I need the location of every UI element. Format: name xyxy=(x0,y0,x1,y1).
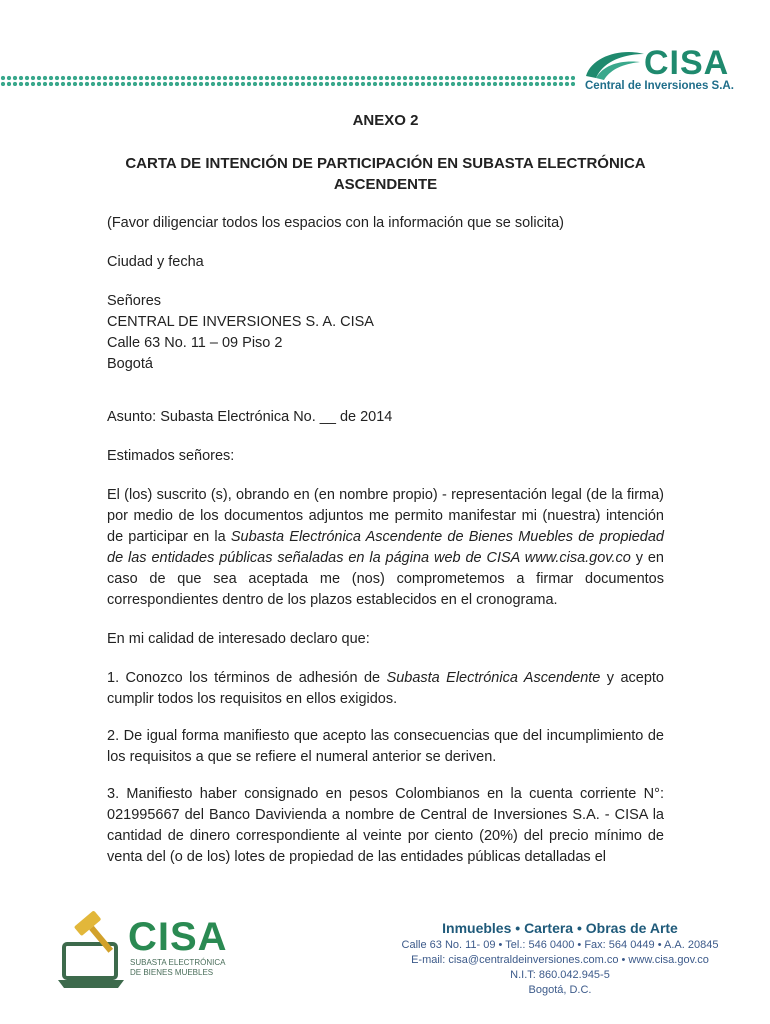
header-brand: CISA xyxy=(644,44,730,82)
letter-title-line2: ASCENDENTE xyxy=(333,176,438,193)
intent-text-a: El (los) suscrito (s), obrando en (en nombre propio) - representación legal (de la firma) por medio de los documentos adjuntos me permito manifestar mi (nuestra) intención de participar en la xyxy=(107,487,664,545)
gavel-laptop-icon xyxy=(58,910,130,992)
letter-title-line1: CARTA DE INTENCIÓN DE PARTICIPACIÓN EN SUBASTA ELECTRÓNICA xyxy=(125,155,646,172)
footer-contact-block xyxy=(380,918,740,998)
declaration-item-1 xyxy=(107,668,664,710)
addressee-block xyxy=(107,291,664,375)
footer-sub-line1: SUBASTA ELECTRÓNICA xyxy=(130,958,226,967)
addressee-salutation: Señores xyxy=(107,293,162,309)
item1-text-b: y acepto cumplir todos los requisitos en ellos exigidos. xyxy=(107,670,664,707)
footer-logo-subtitle xyxy=(130,958,250,978)
letter-title xyxy=(107,153,664,195)
subject-line: Asunto: Subasta Electrónica No. __ de 2014 xyxy=(107,409,393,425)
footer-email: E-mail: cisa@centraldeinversiones.com.co • www.cisa.gov.co xyxy=(411,954,709,966)
declaration-intro: En mi calidad de interesado declaro que: xyxy=(107,631,370,647)
intent-paragraph xyxy=(107,485,664,611)
intent-text-b: y en caso de que sea aceptada me (nos) comprometemos a firmar documentos correspondientes dentro de los plazos establecidos en el cronograma. xyxy=(107,550,665,608)
intent-text-emphasis: Subasta Electrónica Ascendente de Bienes Muebles de propiedad de las entidades públicas señaladas en la página web de CISA www.cisa.gov.co xyxy=(107,529,664,566)
footer-nit: N.I.T: 860.042.945-5 xyxy=(510,969,610,981)
addressee-city: Bogotá xyxy=(107,356,153,372)
cisa-auction-logo xyxy=(58,908,248,1003)
footer-city: Bogotá, D.C. xyxy=(528,984,592,996)
footer-address: Calle 63 No. 11- 09 • Tel.: 546 0400 • Fax: 564 0449 • A.A. 20845 xyxy=(401,939,719,951)
declaration-item-2: 2. De igual forma manifiesto que acepto las consecuencias que del incumplimiento de los requisitos a que se refiere el numeral anterior se deriven. xyxy=(107,728,664,765)
footer-services: Inmuebles • Cartera • Obras de Arte xyxy=(442,920,678,936)
cisa-header-logo xyxy=(582,44,762,94)
footer-brand: CISA xyxy=(128,915,228,959)
footer-sub-line2: DE BIENES MUEBLES xyxy=(130,968,214,977)
header-tagline: Central de Inversiones S.A. xyxy=(585,80,734,92)
item1-text-a: 1. Conozco los términos de adhesión de xyxy=(107,670,387,686)
letter-body xyxy=(107,110,664,868)
greeting-text: Estimados señores: xyxy=(107,448,235,464)
city-date-field: Ciudad y fecha xyxy=(107,254,204,270)
header-dotted-band xyxy=(0,75,575,86)
item1-text-emphasis: Subasta Electrónica Ascendente xyxy=(386,670,601,686)
swoosh-icon xyxy=(582,48,646,84)
declaration-item-3: 3. Manifiesto haber consignado en pesos Colombianos en la cuenta corriente N°: 021995667 del Banco Davivienda a nombre de Central de Inversiones S.A. - CISA la cantidad de dinero correspondiente al veinte por ciento (20%) del precio mínimo de venta del (o de los) lotes de propiedad de las entidades públicas detalladas el xyxy=(107,786,664,865)
addressee-company: CENTRAL DE INVERSIONES S. A. CISA xyxy=(107,314,374,330)
instruction-text: (Favor diligenciar todos los espacios con la información que se solicita) xyxy=(107,215,564,231)
addressee-address: Calle 63 No. 11 – 09 Piso 2 xyxy=(107,335,283,351)
annex-title: ANEXO 2 xyxy=(352,112,419,129)
